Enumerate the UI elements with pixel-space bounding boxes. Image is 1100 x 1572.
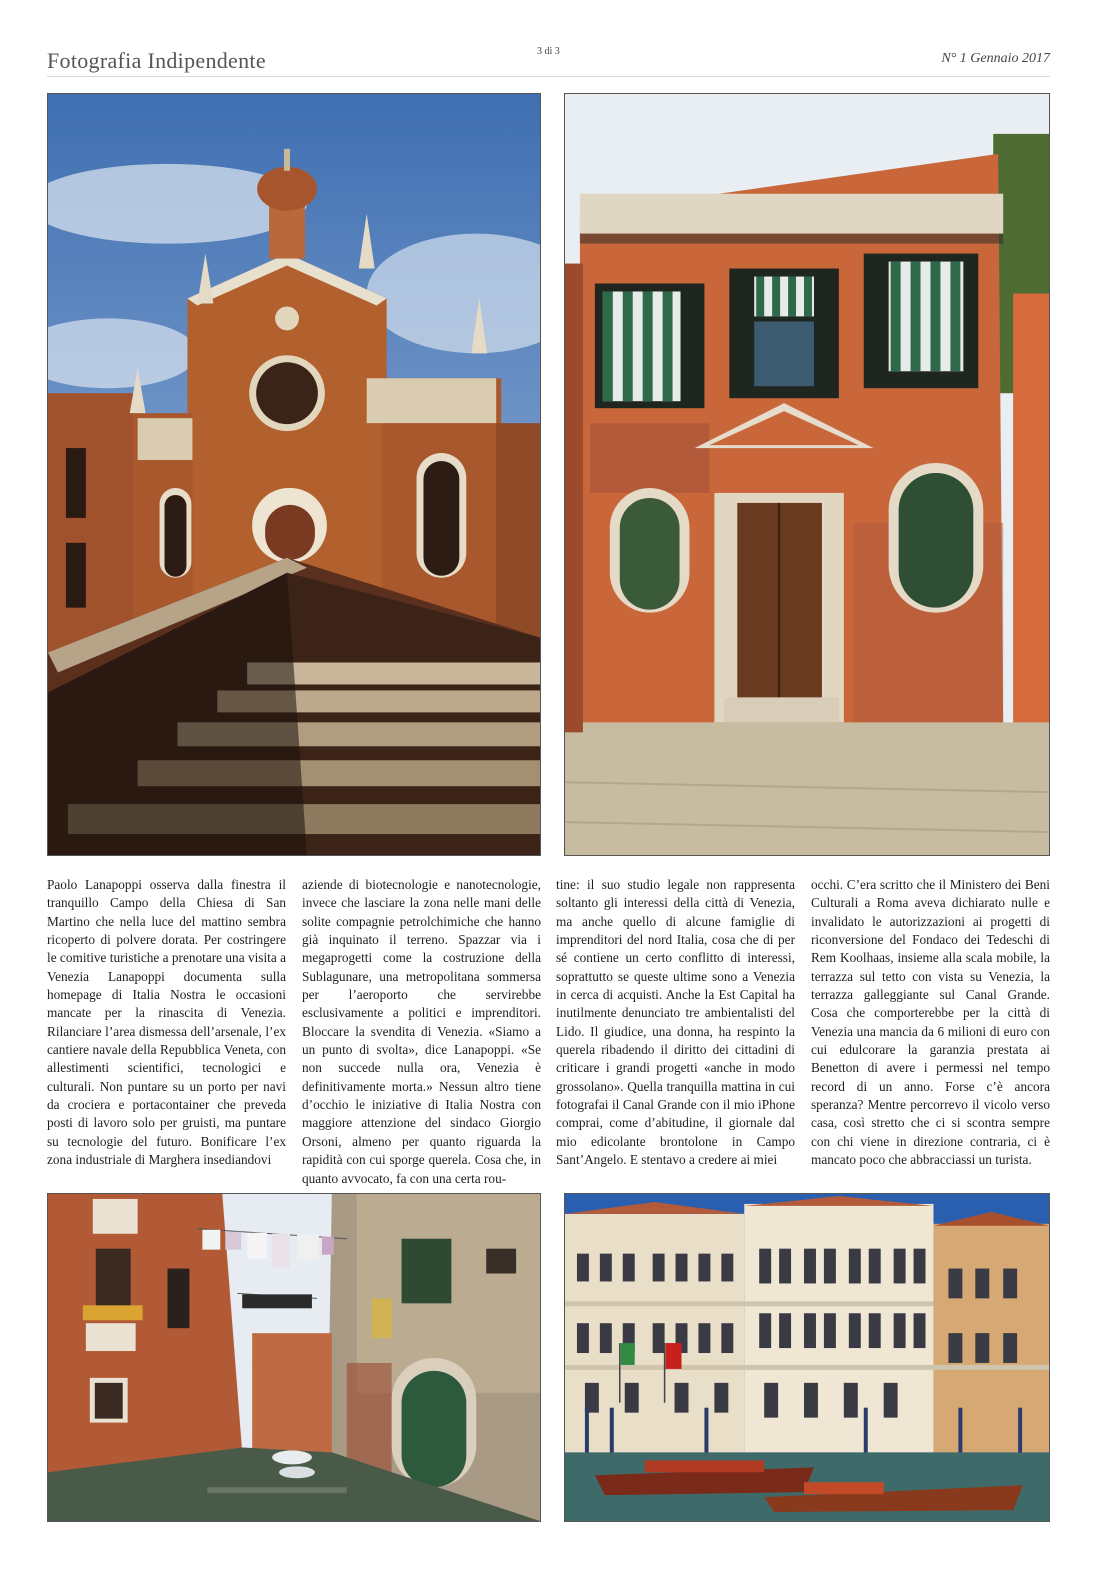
- church-bridge-image: [48, 94, 540, 855]
- page-header: [47, 44, 1050, 77]
- grand-canal-image: [565, 1194, 1049, 1521]
- article-column-3: tine: il suo studio legale non rappresenta soltanto gli interessi della città di Venezia, ma anche quello di alcune famiglie di imprenditori del nord Italia, cosa che di per sé contiene un certo conflitto di interessi, soprattutto se queste ultime sono a Venezia in cerca di acquisti. Anche la Est Capital ha inutilmente denunciato tre ambientalisti del Lido. Il giudice, una donna, ha respinto la querela ribadendo il diritto dei cittadini di criticare i grandi progetti «anche in modo grossolano». Quella tranquilla mattina in cui fotografai il Canal Grande con il mio iPhone comprai, come d’abitudine, il giornale dal mio edicolante brontolone in Campo Sant’Angelo. E stentavo a credere ai miei: [556, 877, 795, 1168]
- photo-grand-canal: [564, 1193, 1050, 1522]
- article-column-1: Paolo Lanapoppi osserva dalla finestra il tranquillo Campo della Chiesa di San Martino che nella luce del mattino sembra ricoperto di polvere dorata. Per costringere le comitive turistiche a prenotare una visita a Venezia Lanapoppi documenta sulla homepage di Italia Nostra le occasioni mancate per la rinascita di Venezia. Rilanciare l’area dismessa dell’arsenale, l’ex cantiere navale della Repubblica Veneta, con allestimenti scientifici, tecnologici e culturali. Non puntare su un porto per navi da crociera e portacontainer che preveda posti di lavoro solo per gruisti, ma puntare su tecnologie del futuro. Bonificare l’ex zona industriale di Marghera insediandovi: [47, 877, 286, 1168]
- orange-palazzo-image: [565, 94, 1049, 855]
- page-indicator: 3 di 3: [537, 46, 560, 57]
- photo-church-bridge: [47, 93, 541, 856]
- canal-laundry-image: [48, 1194, 540, 1521]
- photo-canal-laundry: [47, 1193, 541, 1522]
- article-column-2: aziende di biotecnologie e nanotecnologie, invece che lasciare la zona nelle mani delle solite compagnie petrolchimiche che hanno già inquinato il terreno. Spazzar via i megaprogetti come la costruzione della Sublagunare, una metropolitana sommersa per l’aeroporto che servirebbe esclusivamente a politici e imprenditori. Bloccare la svendita di Venezia. «Siamo a un punto di svolta», dice Lanapoppi. «Se non succede nulla ora, Venezia è definitivamente morta.» Nessun altro tiene d’occhio le iniziative di Italia Nostra con maggiore attenzione del sindaco Giorgio Orsoni, almeno per quanto riguarda la rapidità con cui sporge querela. Cosa che, in quanto avvocato, fa con una certa rou-: [302, 877, 541, 1186]
- photo-orange-palazzo: [564, 93, 1050, 856]
- issue-date: N° 1 Gennaio 2017: [941, 51, 1050, 66]
- masthead-title: Fotografia Indipendente: [47, 48, 266, 73]
- article-column-4: occhi. C’era scritto che il Ministero dei Beni Culturali a Roma aveva dichiarato nulle e invalidato le autorizzazioni ai progetti di riconversione del Fondaco dei Tedeschi di Rem Koolhaas, insieme alla scala mobile, la terrazza sul tetto con vista su Venezia, la terrazza galleggiante sul Canal Grande. Cosa che comporterebbe per la città di Venezia una mancia da 6 milioni di euro con cui edulcorare la garanzia prestata ai Benetton di avere i permessi nel tempo record di un anno. Forse c’è ancora speranza? Mentre percorrevo il vicolo verso casa, così stretto che ci si scontra sempre con chi viene in direzione contraria, ci è mancato poco che abbracciassi un turista.: [811, 877, 1050, 1168]
